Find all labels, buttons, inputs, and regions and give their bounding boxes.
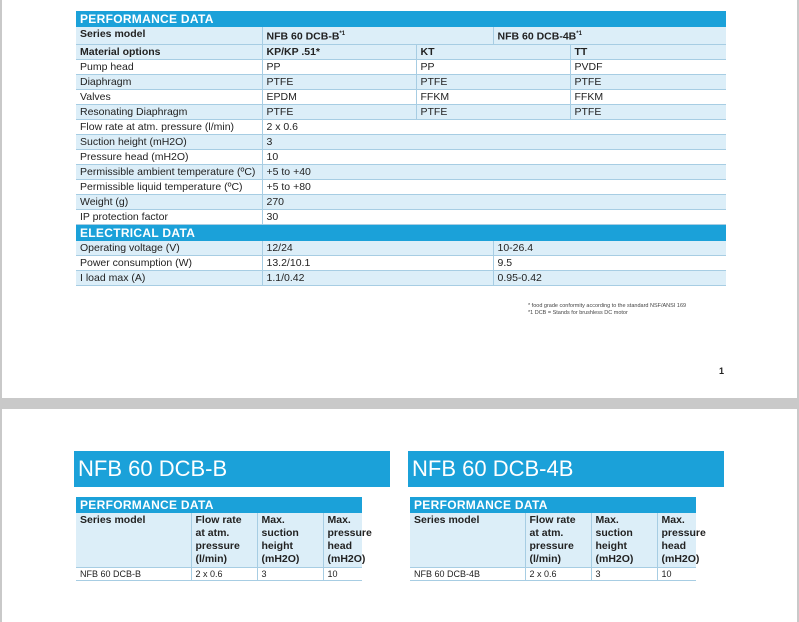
col-pressure-head: Max. pressure head (mH2O) [657, 513, 696, 567]
row-label: Resonating Diaphragm [76, 104, 262, 119]
row-label: Suction height (mH2O) [76, 134, 262, 149]
row-label: Weight (g) [76, 194, 262, 209]
row-label: Diaphragm [76, 74, 262, 89]
row-label: Permissible ambient temperature (ºC) [76, 164, 262, 179]
cell-suction: 3 [591, 567, 657, 580]
cell-value: 1.1/0.42 [262, 270, 493, 285]
cell-pressure: 10 [657, 567, 696, 580]
material-kt: KT [416, 44, 570, 59]
cell-value: FFKM [416, 89, 570, 104]
table-row [76, 255, 726, 270]
cell-value: 9.5 [493, 255, 726, 270]
header-row [410, 513, 696, 567]
row-label: Flow rate at atm. pressure (l/min) [76, 119, 262, 134]
material-options-row [76, 44, 726, 59]
header-row [76, 513, 362, 567]
row-label: Valves [76, 89, 262, 104]
cell-suction: 3 [257, 567, 323, 580]
cell-model: NFB 60 DCB-B [76, 567, 191, 580]
row-label: Power consumption (W) [76, 255, 262, 270]
cell-value: PTFE [416, 74, 570, 89]
table-row [76, 209, 726, 224]
performance-section-title: PERFORMANCE DATA [76, 11, 726, 27]
cell-flow: 2 x 0.6 [191, 567, 257, 580]
cell-value: 270 [262, 194, 726, 209]
document-page-1 [2, 0, 797, 398]
performance-data-table [76, 11, 726, 286]
col-flow-rate: Flow rate at atm. pressure (l/min) [525, 513, 591, 567]
page-number: 1 [719, 366, 725, 376]
electrical-section-title: ELECTRICAL DATA [76, 224, 726, 241]
row-label: Pump head [76, 59, 262, 74]
table-row [76, 567, 362, 580]
cell-value: PP [416, 59, 570, 74]
document-page-2 [2, 409, 797, 622]
cell-pressure: 10 [323, 567, 362, 580]
table-row [410, 567, 696, 580]
cell-value: 10 [262, 149, 726, 164]
product-header-dcb-4b: NFB 60 DCB-4B [408, 451, 724, 487]
performance-table-dcb-4b [410, 497, 706, 581]
cell-value: 0.95-0.42 [493, 270, 726, 285]
cell-value: PTFE [416, 104, 570, 119]
cell-value: PVDF [570, 59, 726, 74]
cell-value: +5 to +40 [262, 164, 726, 179]
col-suction-height: Max. suction height (mH2O) [257, 513, 323, 567]
footnote-dcb: *1 DCB = Stands for brushless DC motor [528, 310, 628, 316]
performance-section-title: PERFORMANCE DATA [76, 497, 362, 513]
series-b-header: NFB 60 DCB-$B^{*1}$ [262, 27, 493, 44]
series-model-row [76, 27, 726, 44]
table-row [76, 89, 726, 104]
footnote-food-grade: * food grade conformity according to the standard NSF/ANSI 169 [528, 303, 687, 309]
row-label: Pressure head (mH2O) [76, 149, 262, 164]
cell-value: 30 [262, 209, 726, 224]
cell-value: 10-26.4 [493, 241, 726, 256]
cell-value: 3 [262, 134, 726, 149]
table-row [76, 164, 726, 179]
table-row [76, 134, 726, 149]
cell-value: 13.2/10.1 [262, 255, 493, 270]
cell-value: PTFE [570, 104, 726, 119]
col-suction-height: Max. suction height (mH2O) [591, 513, 657, 567]
cell-value: EPDM [262, 89, 416, 104]
col-pressure-head: Max. pressure head (mH2O) [323, 513, 362, 567]
col-series-model: Series model [410, 513, 525, 567]
col-series-model: Series model [76, 513, 191, 567]
table-row [76, 270, 726, 285]
row-label: Operating voltage (V) [76, 241, 262, 256]
performance-section-title: PERFORMANCE DATA [410, 497, 696, 513]
material-options-label: Material options [76, 44, 262, 59]
table-row [76, 74, 726, 89]
row-label: I load max (A) [76, 270, 262, 285]
performance-table-dcb-b [76, 497, 372, 581]
table-row [76, 149, 726, 164]
table-row [76, 179, 726, 194]
cell-value: 2 x 0.6 [262, 119, 726, 134]
cell-value: 12/24 [262, 241, 493, 256]
cell-value: PTFE [570, 74, 726, 89]
row-label: IP protection factor [76, 209, 262, 224]
series-4b-header: NFB 60 DCB-$4B^{*1}$ [493, 27, 726, 44]
cell-value: FFKM [570, 89, 726, 104]
table-row [76, 59, 726, 74]
table-row [76, 194, 726, 209]
cell-model: NFB 60 DCB-4B [410, 567, 525, 580]
cell-value: PP [262, 59, 416, 74]
row-label: Permissible liquid temperature (ºC) [76, 179, 262, 194]
cell-value: +5 to +80 [262, 179, 726, 194]
product-header-dcb-b: NFB 60 DCB-B [74, 451, 390, 487]
col-flow-rate: Flow rate at atm. pressure (l/min) [191, 513, 257, 567]
cell-value: PTFE [262, 74, 416, 89]
cell-value: PTFE [262, 104, 416, 119]
table-row [76, 119, 726, 134]
table-row [76, 241, 726, 256]
material-kp: KP/KP .51* [262, 44, 416, 59]
table-row [76, 104, 726, 119]
cell-flow: 2 x 0.6 [525, 567, 591, 580]
material-tt: TT [570, 44, 726, 59]
series-model-label: Series model [76, 27, 262, 44]
